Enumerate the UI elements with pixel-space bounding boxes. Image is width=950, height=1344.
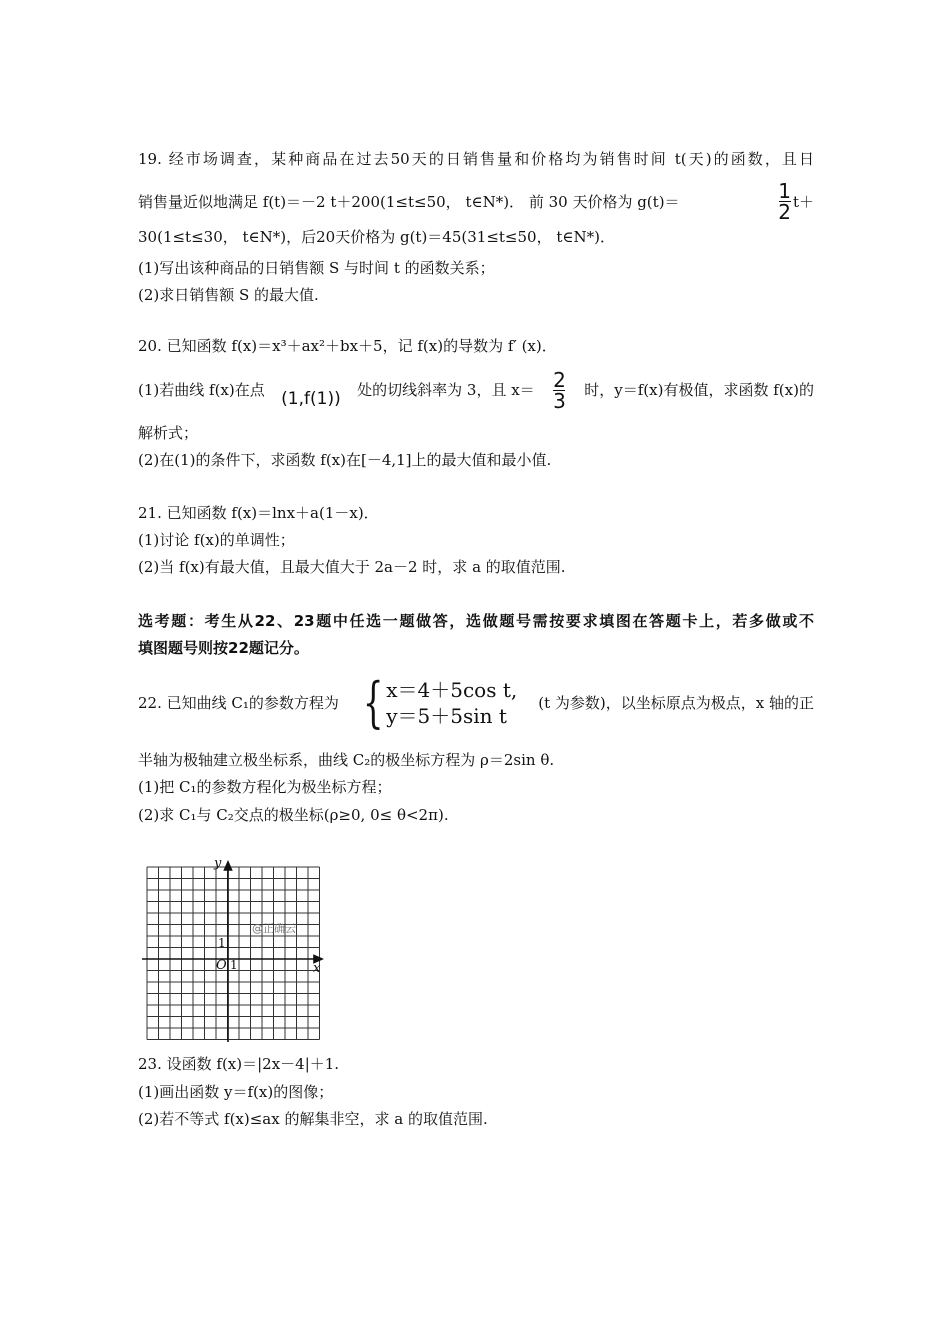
q20-fraction-denominator: 3: [553, 388, 566, 413]
q19-line-1: 19. 经市场调查，某种商品在过去50天的日销售量和价格均为销售时间 t(天)的函数，且日: [138, 150, 814, 168]
q20-line-2: [138, 368, 814, 412]
q23-part-1: (1)画出函数 y＝f(x)的图像；: [138, 1083, 334, 1101]
q21-line-1: 21. 已知函数 f(x)＝lnx＋a(1－x)．: [138, 504, 379, 522]
x-unit-label: 1: [230, 958, 238, 972]
q22-equation-y: y＝5＋5sin t: [386, 704, 507, 728]
q19-part-2: (2)求日销售额 S 的最大值.: [138, 286, 319, 304]
coordinate-grid-figure: [136, 856, 330, 1044]
q19-line-2-tail: t＋: [792, 192, 814, 211]
q20-point: (1,f(1)): [281, 389, 341, 409]
q19-fraction: [778, 181, 791, 222]
q20-line-2-text: (1)若曲线 f(x)在点: [138, 381, 265, 399]
q19-fraction-denominator: 2: [778, 200, 791, 224]
q19-line-3: 30(1≤t≤30， t∈N*)，后20天价格为 g(t)＝45(31≤t≤50， t∈N*)．: [138, 228, 615, 246]
q19-line-2: [138, 181, 814, 222]
q22-equation-system: [360, 671, 518, 734]
q20-line-2-mid: 处的切线斜率为 3，且 x＝: [357, 381, 535, 399]
q22-part-1: (1)把 C₁的参数方程化为极坐标方程；: [138, 778, 392, 796]
q19-fraction-numerator: 1: [778, 179, 791, 203]
q23-part-2: (2)若不等式 f(x)≤ax 的解集非空，求 a 的取值范围.: [138, 1110, 488, 1128]
y-axis-label: y: [214, 856, 222, 871]
elective-line-1: 选考题：考生从22、23题中任选一题做答，选做题号需按要求填图在答题卡上，若多做或不: [138, 612, 814, 630]
q19-line-2-text: 销售量近似地满足 f(t)＝－2 t＋200(1≤t≤50， t∈N*)． 前 30 天价格为 g(t)＝: [138, 192, 680, 211]
grid-lines: [147, 867, 320, 1040]
q22-line-1-text: 22. 已知曲线 C₁的参数方程为: [138, 694, 339, 712]
q21-part-2: (2)当 f(x)有最大值，且最大值大于 2a－2 时，求 a 的取值范围.: [138, 558, 566, 576]
q20-line-3: 解析式；: [138, 424, 199, 442]
q19-part-1: (1)写出该种商品的日销售额 S 与时间 t 的函数关系；: [138, 259, 495, 277]
q22-brace: {: [362, 671, 384, 734]
q20-fraction: [553, 367, 566, 413]
y-axis-arrow: [225, 862, 232, 870]
watermark: @正确云: [252, 922, 296, 935]
q22-equation-x: x＝4＋5cos t,: [386, 678, 518, 702]
q23-line-1: 23. 设函数 f(x)＝|2x－4|＋1.: [138, 1055, 340, 1073]
origin-label: O: [216, 958, 227, 973]
q22-line-2: 半轴为极轴建立极坐标系，曲线 C₂的极坐标方程为 ρ＝2sin θ.: [138, 751, 555, 769]
q20-line-2-tail: 时，y＝f(x)有极值，求函数 f(x)的: [584, 381, 814, 399]
q20-part-2: (2)在(1)的条件下，求函数 f(x)在[－4,1]上的最大值和最小值.: [138, 451, 552, 469]
q22-part-2: (2)求 C₁与 C₂交点的极坐标(ρ≥0, 0≤ θ<2π).: [138, 806, 449, 824]
q20-line-1: 20. 已知函数 f(x)＝x³＋ax²＋bx＋5，记 f(x)的导数为 f′ (x)．: [138, 337, 557, 355]
x-axis-label: x: [313, 961, 321, 976]
q22-line-1-tail: (t 为参数)，以坐标原点为极点，x 轴的正: [538, 694, 814, 712]
q20-fraction-numerator: 2: [553, 367, 566, 392]
elective-line-2: 填图题号则按22题记分。: [138, 639, 309, 657]
q22-line-1: [138, 670, 814, 736]
y-unit-label: 1: [218, 936, 226, 950]
axes: [142, 862, 322, 1042]
q21-part-1: (1)讨论 f(x)的单调性；: [138, 531, 295, 549]
